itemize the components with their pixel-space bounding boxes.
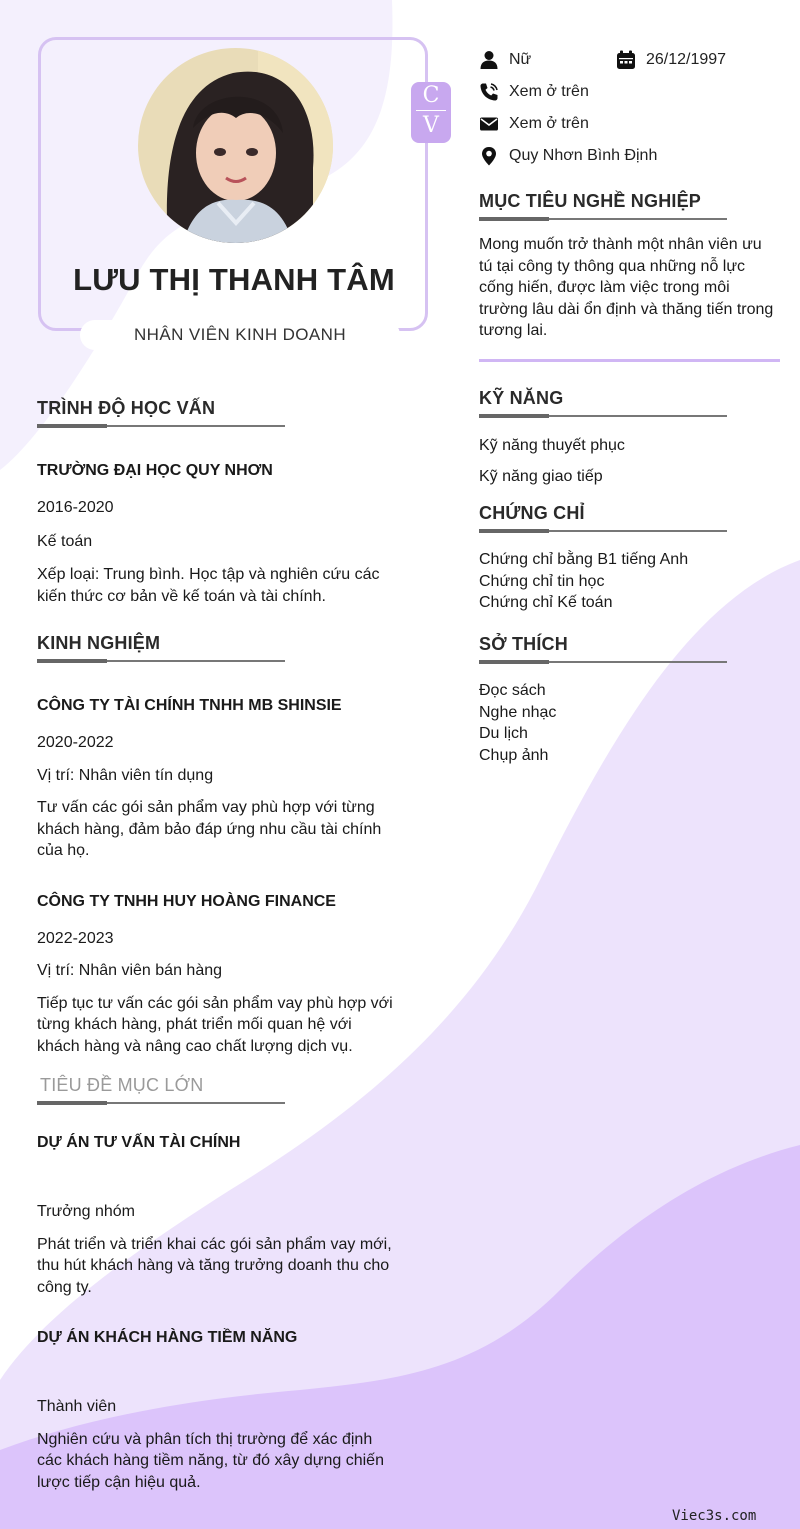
projects-underline xyxy=(37,1101,285,1104)
objective-heading: MỤC TIÊU NGHỀ NGHIỆP xyxy=(479,191,702,211)
hobby-item: Nghe nhạc xyxy=(479,703,557,721)
education-description: Xếp loại: Trung bình. Học tập và nghiên cứu các kiến thức cơ bản về kế toán và tài chính. xyxy=(37,566,380,605)
avatar xyxy=(138,48,333,243)
project-description: Phát triển và triển khai các gói sản phẩm vay mới, thu hút khách hàng và tăng trưởng doanh thu cho công ty. xyxy=(37,1235,392,1296)
candidate-name: LƯU THỊ THANH TÂM xyxy=(73,262,395,297)
certificates-underline xyxy=(479,529,727,532)
hobby-item: Chụp ảnh xyxy=(479,746,549,764)
cv-badge-c: C xyxy=(422,83,440,108)
cv-badge-v: V xyxy=(423,113,439,138)
skills-section xyxy=(479,388,779,487)
education-underline xyxy=(37,424,285,427)
phone-value: Xem ở trên xyxy=(509,83,589,100)
certificate-item: Chứng chỉ bằng B1 tiếng Anh xyxy=(479,551,689,568)
email-value: Xem ở trên xyxy=(509,115,589,132)
project-role: Thành viên xyxy=(37,1398,117,1415)
certificate-item: Chứng chỉ Kế toán xyxy=(479,594,613,611)
hobby-item: Du lịch xyxy=(479,725,528,742)
cv-badge xyxy=(411,82,451,143)
mail-icon xyxy=(479,114,499,134)
school-name: TRƯỜNG ĐẠI HỌC QUY NHƠN xyxy=(37,462,273,479)
company-name: CÔNG TY TÀI CHÍNH TNHH MB SHINSIE xyxy=(37,697,342,714)
experience-section xyxy=(37,633,397,1057)
experience-description: Tư vấn các gói sản phẩm vay phù hợp với từng khách hàng, đảm bảo đáp ứng nhu cầu tài chính của họ. xyxy=(37,799,382,859)
skill-item: Kỹ năng thuyết phục xyxy=(479,437,625,454)
project-name: DỰ ÁN KHÁCH HÀNG TIỀM NĂNG xyxy=(37,1329,298,1346)
objective-divider xyxy=(479,359,780,362)
project-role: Trưởng nhóm xyxy=(37,1203,135,1220)
education-heading: TRÌNH ĐỘ HỌC VẤN xyxy=(37,398,216,418)
experience-heading: KINH NGHIỆM xyxy=(37,633,161,653)
experience-position: Vị trí: Nhân viên tín dụng xyxy=(37,766,214,784)
gender-value: Nữ xyxy=(509,51,532,68)
hobby-item: Đọc sách xyxy=(479,682,546,699)
skills-underline xyxy=(479,414,727,417)
experience-description: Tiếp tục tư vấn các gói sản phẩm vay phù hợp với từng khách hàng, phát triển mối quan hệ với khách hàng và nâng cao chất lượng dịch vụ. xyxy=(37,994,393,1055)
certificate-item: Chứng chỉ tin học xyxy=(479,572,605,590)
objective-underline xyxy=(479,217,727,220)
email-row xyxy=(479,108,779,140)
projects-heading: TIÊU ĐỀ MỤC LỚN xyxy=(40,1075,204,1095)
education-section xyxy=(37,398,397,607)
skill-item: Kỹ năng giao tiếp xyxy=(479,467,603,485)
education-period: 2016-2020 xyxy=(37,499,114,516)
birthdate-value: 26/12/1997 xyxy=(646,51,727,68)
location-pin-icon xyxy=(479,146,499,166)
job-title: NHÂN VIÊN KINH DOANH xyxy=(133,325,347,344)
phone-icon xyxy=(479,82,499,102)
objective-text: Mong muốn trở thành một nhân viên ưu tú tại công ty thông qua những nỗ lực cống hiến, được làm việc trong môi trường lâu dài ổn định và thăng tiến trong tương lai. xyxy=(479,236,774,339)
gender-row xyxy=(479,44,531,76)
company-name: CÔNG TY TNHH HUY HOÀNG FINANCE xyxy=(37,892,336,910)
hobbies-heading: SỞ THÍCH xyxy=(479,634,568,654)
certificates-heading: CHỨNG CHỈ xyxy=(479,503,585,523)
address-row xyxy=(479,140,779,172)
experience-underline xyxy=(37,659,285,662)
experience-period: 2020-2022 xyxy=(37,734,114,751)
hobbies-section xyxy=(479,634,779,766)
certificates-section xyxy=(479,503,779,614)
phone-row xyxy=(479,76,779,108)
contact-info xyxy=(479,44,779,172)
project-description: Nghiên cứu và phân tích thị trường để xác định các khách hàng tiềm năng, từ đó xây dựng chiến lược tiếp cận hiệu quả. xyxy=(37,1430,384,1491)
projects-section xyxy=(37,1075,397,1493)
project-name: DỰ ÁN TƯ VẤN TÀI CHÍNH xyxy=(37,1134,241,1151)
skills-heading: KỸ NĂNG xyxy=(479,388,564,408)
experience-position: Vị trí: Nhân viên bán hàng xyxy=(37,962,223,979)
birthdate-row xyxy=(616,44,726,76)
hobbies-underline xyxy=(479,660,727,663)
objective-section xyxy=(479,191,779,342)
experience-period: 2022-2023 xyxy=(37,929,114,947)
person-icon xyxy=(479,50,499,70)
calendar-icon xyxy=(616,50,636,70)
address-value: Quy Nhơn Bình Định xyxy=(509,147,658,164)
education-major: Kế toán xyxy=(37,532,93,550)
watermark: Viec3s.com xyxy=(672,1508,757,1524)
